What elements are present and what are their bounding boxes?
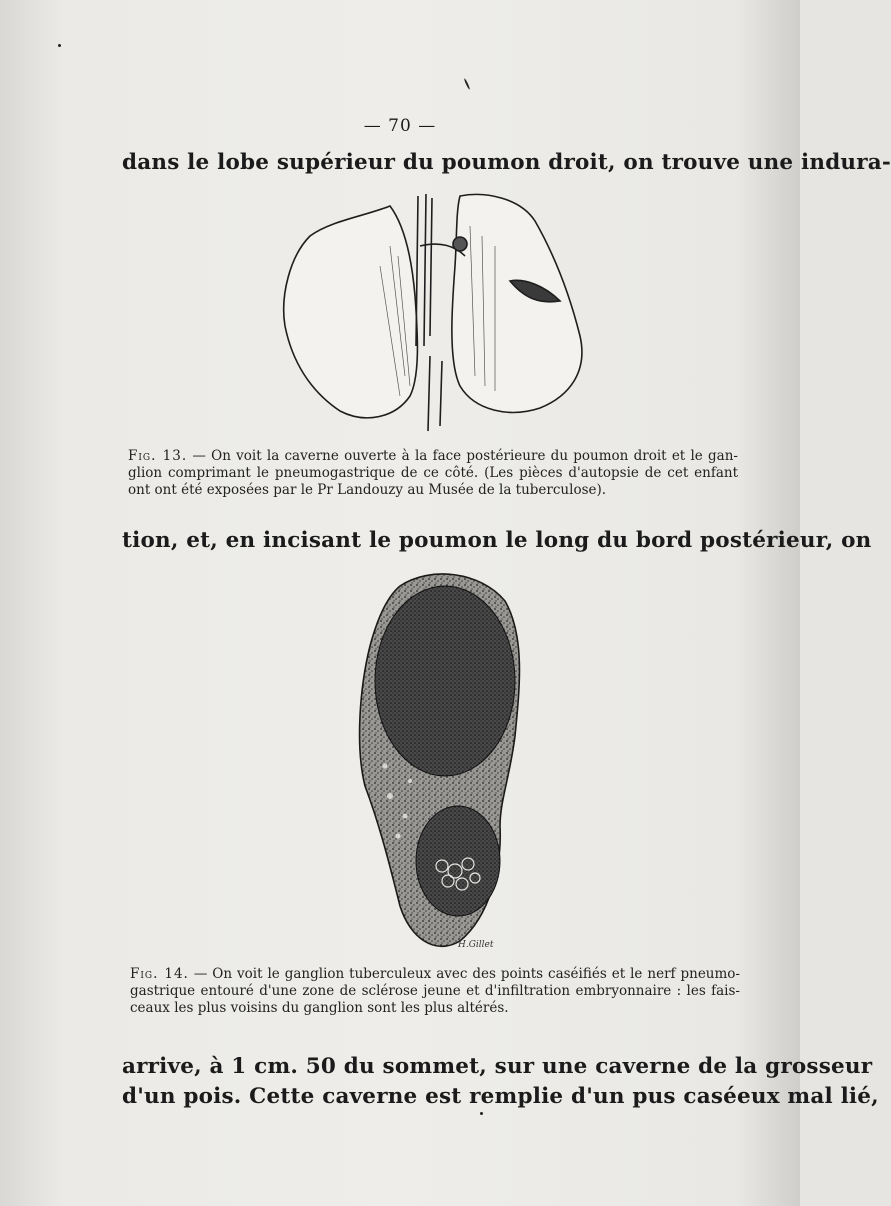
caption-line: — On voit la caverne ouverte à la face postérieure du poumon droit et le gan-	[192, 448, 738, 464]
caption-line: — On voit le ganglion tuberculeux avec des points caséifiés et le nerf pneumo-	[193, 966, 740, 982]
figure-14-caption	[130, 966, 740, 1017]
figure-13-caption	[128, 448, 738, 499]
body-text-line: arrive, à 1 cm. 50 du sommet, sur une caverne de la grosseur	[122, 1054, 873, 1079]
figure-14-label: Fig. 14.	[130, 966, 189, 982]
figure-13-label: Fig. 13.	[128, 448, 188, 464]
scan-speck	[58, 44, 61, 47]
figure-14-ganglion-illustration	[350, 566, 530, 956]
figure-13-lung-illustration	[270, 186, 610, 436]
body-text-line: tion, et, en incisant le poumon le long du bord postérieur, on	[122, 528, 872, 553]
caption-line: glion comprimant le pneumogastrique de ce côté. (Les pièces d'autopsie de cet enfant	[128, 465, 738, 481]
page-number: — 70 —	[363, 116, 437, 136]
body-text-line: d'un pois. Cette caverne est remplie d'un pus caséeux mal lié,	[122, 1084, 879, 1109]
caption-line: gastrique entouré d'une zone de sclérose jeune et d'infiltration embryonnaire : les fais-	[130, 983, 740, 999]
caption-line: ont ont été exposées par le Pr Landouzy au Musée de la tuberculose).	[128, 482, 607, 498]
scan-speck	[464, 78, 471, 90]
artist-signature: H.Gillet	[458, 940, 494, 950]
caption-line: ceaux les plus voisins du ganglion sont les plus altérés.	[130, 1000, 509, 1016]
body-text-line: dans le lobe supérieur du poumon droit, on trouve une indura-	[122, 150, 891, 175]
scan-speck	[480, 1112, 483, 1115]
